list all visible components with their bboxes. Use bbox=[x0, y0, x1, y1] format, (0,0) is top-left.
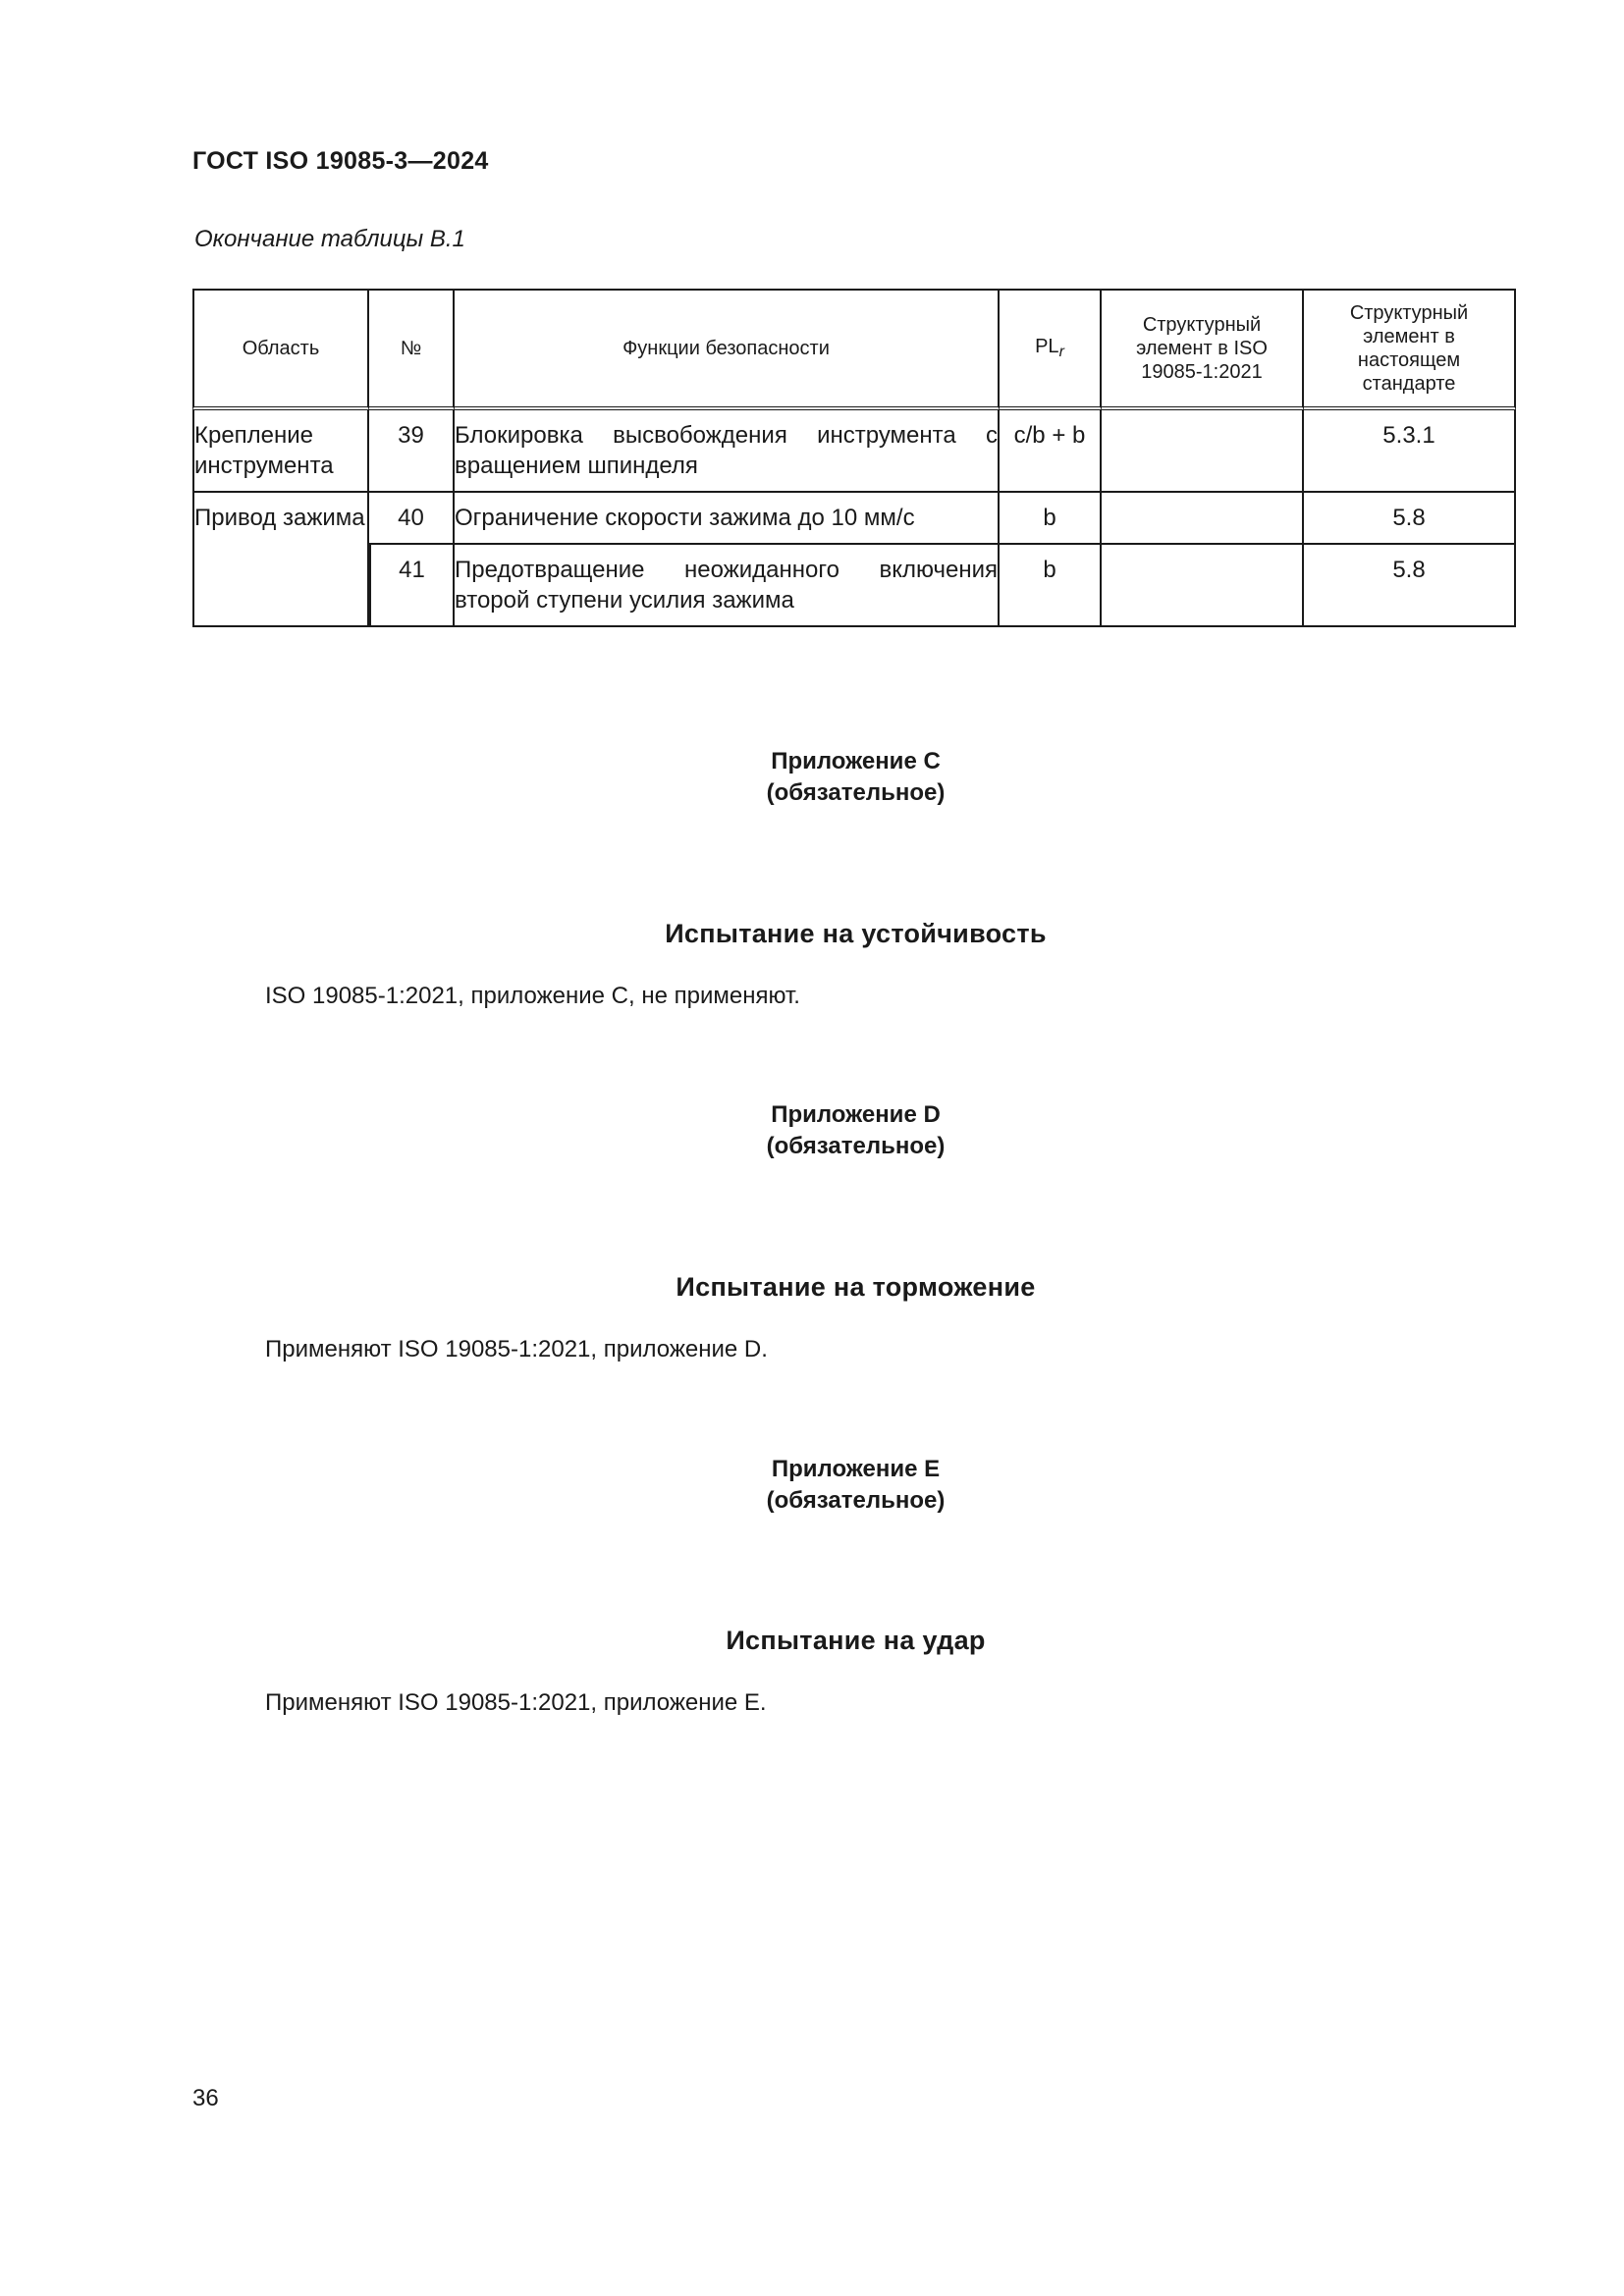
annex-d-title-block bbox=[0, 1099, 1624, 1162]
annex-d-title: Приложение D bbox=[771, 1101, 941, 1128]
annex-e-heading: Испытание на удар bbox=[726, 1626, 986, 1655]
cell-struct-iso bbox=[1102, 545, 1304, 627]
cell-function: Блокировка высвобождения инструмента с вращением шпинделя bbox=[455, 410, 1000, 493]
table-caption: Окончание таблицы В.1 bbox=[194, 226, 465, 252]
cell-area: Крепление инструмента bbox=[192, 410, 369, 493]
annex-c-body: ISO 19085-1:2021, приложение С, не применяют. bbox=[265, 983, 800, 1009]
annex-e-title-block bbox=[0, 1454, 1624, 1517]
annex-c-title-block bbox=[0, 746, 1624, 809]
header-number: № bbox=[369, 289, 455, 410]
annex-c-title: Приложение С bbox=[771, 748, 941, 774]
table-header-row bbox=[192, 289, 1516, 410]
annex-c-status: (обязательное) bbox=[766, 779, 946, 806]
annex-e-body: Применяют ISO 19085-1:2021, приложение Е. bbox=[265, 1689, 767, 1716]
header-functions: Функции безопасности bbox=[455, 289, 1000, 410]
cell-pl: b bbox=[1000, 545, 1102, 627]
cell-struct-iso bbox=[1102, 410, 1304, 493]
cell-pl: c/b + b bbox=[1000, 410, 1102, 493]
cell-number: 40 bbox=[369, 493, 455, 545]
annex-e-title: Приложение Е bbox=[771, 1456, 941, 1482]
cell-area: Привод зажима bbox=[192, 493, 369, 627]
annex-e-status: (обязательное) bbox=[766, 1487, 946, 1514]
header-struct-this-text: Структурный элемент в настоящем стандарте bbox=[1349, 302, 1469, 395]
annex-d-body: Применяют ISO 19085-1:2021, приложение D. bbox=[265, 1336, 768, 1362]
document-header: ГОСТ ISO 19085-3—2024 bbox=[192, 147, 489, 175]
table-row bbox=[192, 493, 1516, 545]
cell-pl: b bbox=[1000, 493, 1102, 545]
table-row bbox=[192, 410, 1516, 493]
table-row bbox=[192, 545, 1516, 627]
cell-struct-this: 5.8 bbox=[1304, 545, 1516, 627]
header-pl bbox=[1000, 289, 1102, 410]
annex-d-heading: Испытание на торможение bbox=[676, 1272, 1036, 1302]
header-struct-iso-text: Структурный элемент в ISO 19085-1:2021 bbox=[1136, 314, 1268, 383]
header-pl-label: PL bbox=[1035, 336, 1059, 358]
cell-function: Предотвращение неожиданного включения второй ступени усилия зажима bbox=[455, 545, 1000, 627]
annex-c-heading: Испытание на устойчивость bbox=[665, 919, 1047, 948]
header-area: Область bbox=[192, 289, 369, 410]
header-struct-this bbox=[1304, 289, 1516, 410]
header-struct-iso bbox=[1102, 289, 1304, 410]
cell-number: 39 bbox=[369, 410, 455, 493]
cell-struct-this: 5.8 bbox=[1304, 493, 1516, 545]
safety-functions-table bbox=[192, 289, 1516, 627]
cell-struct-this: 5.3.1 bbox=[1304, 410, 1516, 493]
header-pl-subscript: r bbox=[1058, 344, 1064, 361]
annex-d-status: (обязательное) bbox=[766, 1133, 946, 1159]
cell-struct-iso bbox=[1102, 493, 1304, 545]
cell-function: Ограничение скорости зажима до 10 мм/с bbox=[455, 493, 1000, 545]
page-number: 36 bbox=[192, 2085, 219, 2111]
cell-number: 41 bbox=[369, 545, 455, 627]
